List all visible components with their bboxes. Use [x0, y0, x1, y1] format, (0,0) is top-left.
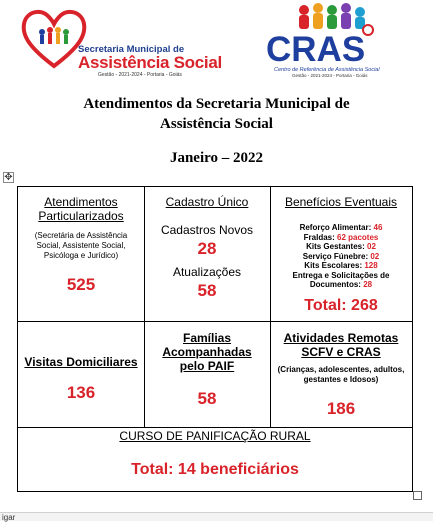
beneficios-list: [274, 223, 408, 290]
cadastro-header: Cadastro Único: [165, 195, 249, 209]
beneficio-label: Kits Escolares:: [304, 261, 363, 270]
beneficio-value: 02: [367, 242, 376, 251]
cadastros-novos-label: Cadastros Novos: [160, 223, 254, 237]
beneficio-label: Reforço Alimentar:: [299, 223, 372, 232]
visitas-value: 136: [66, 383, 96, 402]
secretaria-line1: Secretaria Municipal de: [78, 44, 185, 55]
cras-subtitle: Centro de Referência de Assistência Social: [274, 67, 380, 73]
beneficio-label: Serviço Fúnebre:: [302, 251, 369, 261]
beneficio-item: [274, 271, 408, 290]
cell-cadastro: [144, 187, 270, 321]
atualizacoes-label: Atualizações: [172, 265, 242, 279]
beneficio-label: Entrega e Solicitações de Documentos:: [292, 270, 390, 289]
familias-value: 58: [197, 389, 217, 408]
beneficio-item: [274, 223, 408, 233]
atividades-header: Atividades Remotas SCFV e CRAS: [283, 331, 399, 359]
cadastros-novos-value: 28: [197, 239, 217, 258]
atividades-note: (Crianças, adolescentes, adultos, gestantes e Idosos): [277, 365, 405, 384]
document-title-line1: Atendimentos da Secretaria Municipal de: [83, 96, 350, 112]
beneficio-item: [274, 261, 408, 271]
beneficio-value: 02: [370, 251, 380, 261]
beneficios-header: Benefícios Eventuais: [284, 195, 398, 209]
secretaria-line3: Gestão - 2021-2024 - Portaria - Goiás: [98, 72, 182, 78]
beneficio-value: 62 pacotes: [337, 232, 379, 242]
cell-curso: [18, 427, 412, 491]
cell-atendimentos: [18, 187, 144, 321]
cell-familias: [144, 321, 270, 427]
header-logos: [0, 0, 433, 80]
atendimentos-value: 525: [66, 275, 96, 294]
cell-beneficios: [270, 187, 412, 321]
familias-header: Famílias Acompanhadas pelo PAIF: [162, 331, 252, 373]
beneficios-total: Total: 268: [304, 297, 378, 314]
secretaria-logo: [20, 6, 225, 76]
cell-atividades: [270, 321, 412, 427]
summary-table: [17, 186, 413, 492]
atividades-value: 186: [326, 399, 356, 418]
atendimentos-header: Atendimentos Particularizados: [38, 195, 124, 223]
cras-wordmark: CRAS: [266, 30, 366, 69]
cras-logo: [264, 0, 414, 80]
secretaria-line2: Assistência Social: [78, 53, 222, 72]
beneficio-value: 128: [364, 261, 378, 270]
atualizacoes-value: 58: [197, 281, 217, 300]
beneficio-item: [274, 252, 408, 262]
cell-visitas: [18, 321, 144, 427]
beneficio-item: [274, 233, 408, 243]
atendimentos-note: (Secretária de Assistência Social, Assistente Social, Psicóloga e Jurídico): [34, 231, 128, 260]
curso-header: CURSO DE PANIFICAÇÃO RURAL: [119, 429, 311, 443]
document-title-line2: Assistência Social: [160, 116, 273, 132]
curso-total: Total: 14 beneficiários: [131, 461, 299, 478]
beneficio-item: [274, 242, 408, 252]
document-subtitle: Janeiro – 2022: [169, 150, 264, 166]
beneficio-label: Fraldas:: [303, 232, 335, 242]
beneficio-label: Kits Gestantes:: [306, 242, 365, 251]
table-resize-handle[interactable]: [413, 491, 422, 500]
table-move-handle-icon[interactable]: ✥: [4, 172, 13, 183]
beneficio-value: 28: [363, 280, 373, 289]
visitas-label: Visitas Domiciliares: [24, 355, 138, 369]
status-bar: igar: [0, 512, 433, 521]
beneficio-value: 46: [373, 223, 383, 232]
cras-subtitle-2: Gestão - 2021-2024 - Portaria - Goiás: [292, 73, 368, 78]
